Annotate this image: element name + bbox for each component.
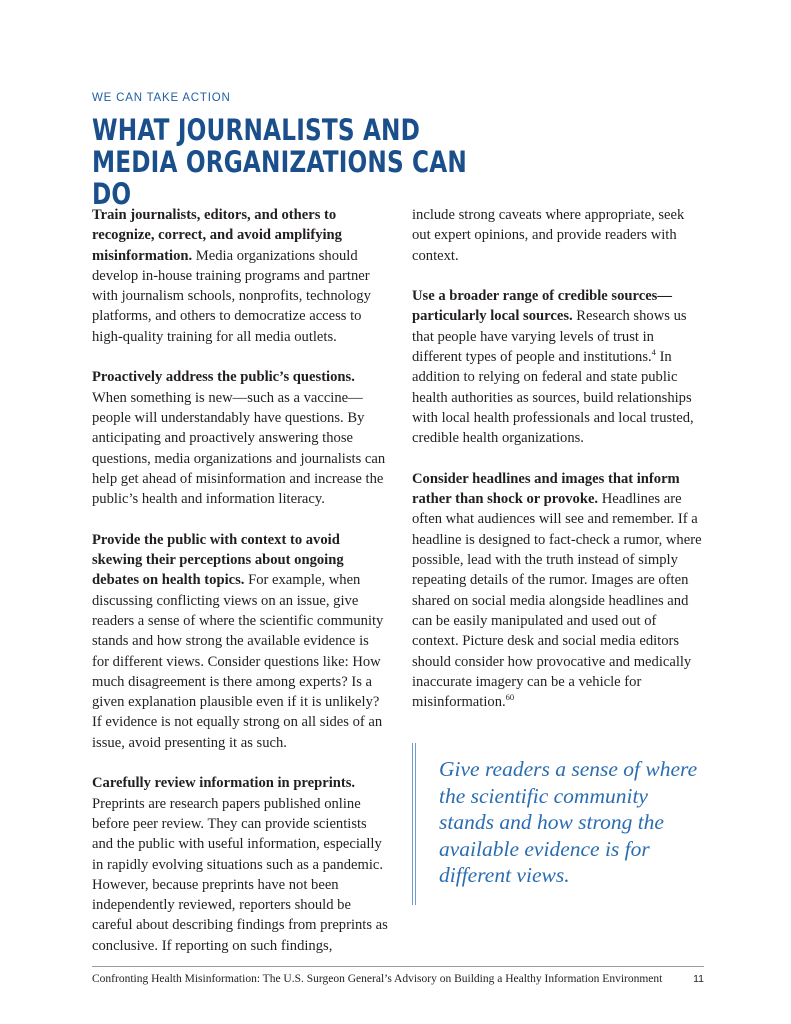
paragraph-review-preprints <box>92 773 388 956</box>
paragraph-lead: Proactively address the public’s questions. <box>92 369 355 386</box>
paragraph-continuation: include strong caveats where appropriate, seek out expert opinions, and provide readers with context. <box>412 207 685 264</box>
pull-quote <box>412 743 708 905</box>
paragraph-address-questions <box>92 367 388 509</box>
paragraph-lead: Train journalists, editors, and others to recognize, correct, and avoid amplifying misinformation. <box>92 207 342 264</box>
paragraph-body: Research shows us that people have varying levels of trust in different types of people and institutions. <box>412 308 687 366</box>
footnote-ref: 4 <box>651 347 656 358</box>
paragraph-lead: Use a broader range of credible sources—particularly local sources. <box>412 288 672 325</box>
paragraph-body: When something is new—such as a vaccine—people will understandably have questions. By anticipating and proactively answering those questions, media organizations and journalists can help get ahead of misinformation and increase the public’s health and information literacy. <box>92 389 386 508</box>
right-column <box>412 205 704 733</box>
page-title <box>92 114 508 210</box>
paragraph-lead: Provide the public with context to avoid skewing their perceptions about ongoing debates on health topics. <box>92 531 344 589</box>
title-line-2: MEDIA ORGANIZATIONS CAN DO <box>92 145 467 211</box>
footer-divider <box>92 966 704 967</box>
paragraph-headlines-images <box>412 469 704 713</box>
paragraph-lead: Consider headlines and images that inform rather than shock or provoke. <box>412 470 680 508</box>
paragraph-body: For example, when discussing conflicting views on an issue, give readers a sense of where the scientific community stands and how strong the available evidence is for different views. Consider questions like: How much disagreement is there among experts? Is a given explanation plausible even if it is unlikely? If evidence is not equally strong on all sides of an issue, avoid presenting it as such. <box>92 572 384 751</box>
paragraph-credible-sources <box>412 286 704 448</box>
footer-title: Confronting Health Misinformation: The U.S. Surgeon General’s Advisory on Building a Healthy Information Environment <box>92 973 663 985</box>
page-number: 11 <box>693 973 704 985</box>
left-column <box>92 205 388 976</box>
paragraph-provide-context <box>92 530 388 753</box>
paragraph-body: Headlines are often what audiences will see and remember. If a headline is designed to fact-check a rumor, where possible, lead with the truth instead of simply repeating details of the rumor. Images are often shared on social media alongside headlines and can be easily manipulated and used out of context. Picture desk and social media editors should consider how provocative and medically inaccurate imagery can be a vehicle for misinformation. <box>412 491 702 711</box>
paragraph-lead: Carefully review information in preprints. <box>92 775 356 792</box>
paragraph-body: Media organizations should develop in-house training programs and partner with journalism schools, nonprofits, technology platforms, and others to democratize access to high-quality training for all media outlets. <box>92 247 371 345</box>
paragraph-body: In addition to relying on federal and state public health authorities as sources, build relationships with local health professionals and local trusted, credible health organizations. <box>412 349 694 447</box>
paragraph-train-journalists <box>92 205 388 347</box>
pull-quote-text: Give readers a sense of where the scientific community stands and how strong the available evidence is for different views. <box>439 757 698 888</box>
footnote-ref: 60 <box>505 692 515 703</box>
paragraph-body: Preprints are research papers published online before peer review. They can provide scientists and the public with useful information, especially in rapidly evolving situations such as a pandemic. However, because preprints have not been independently reviewed, reporters should be careful about describing findings from preprints as conclusive. If reporting on such findings, <box>92 795 388 954</box>
title-line-1: WHAT JOURNALISTS AND <box>92 113 421 147</box>
section-eyebrow: WE CAN TAKE ACTION <box>92 92 231 104</box>
